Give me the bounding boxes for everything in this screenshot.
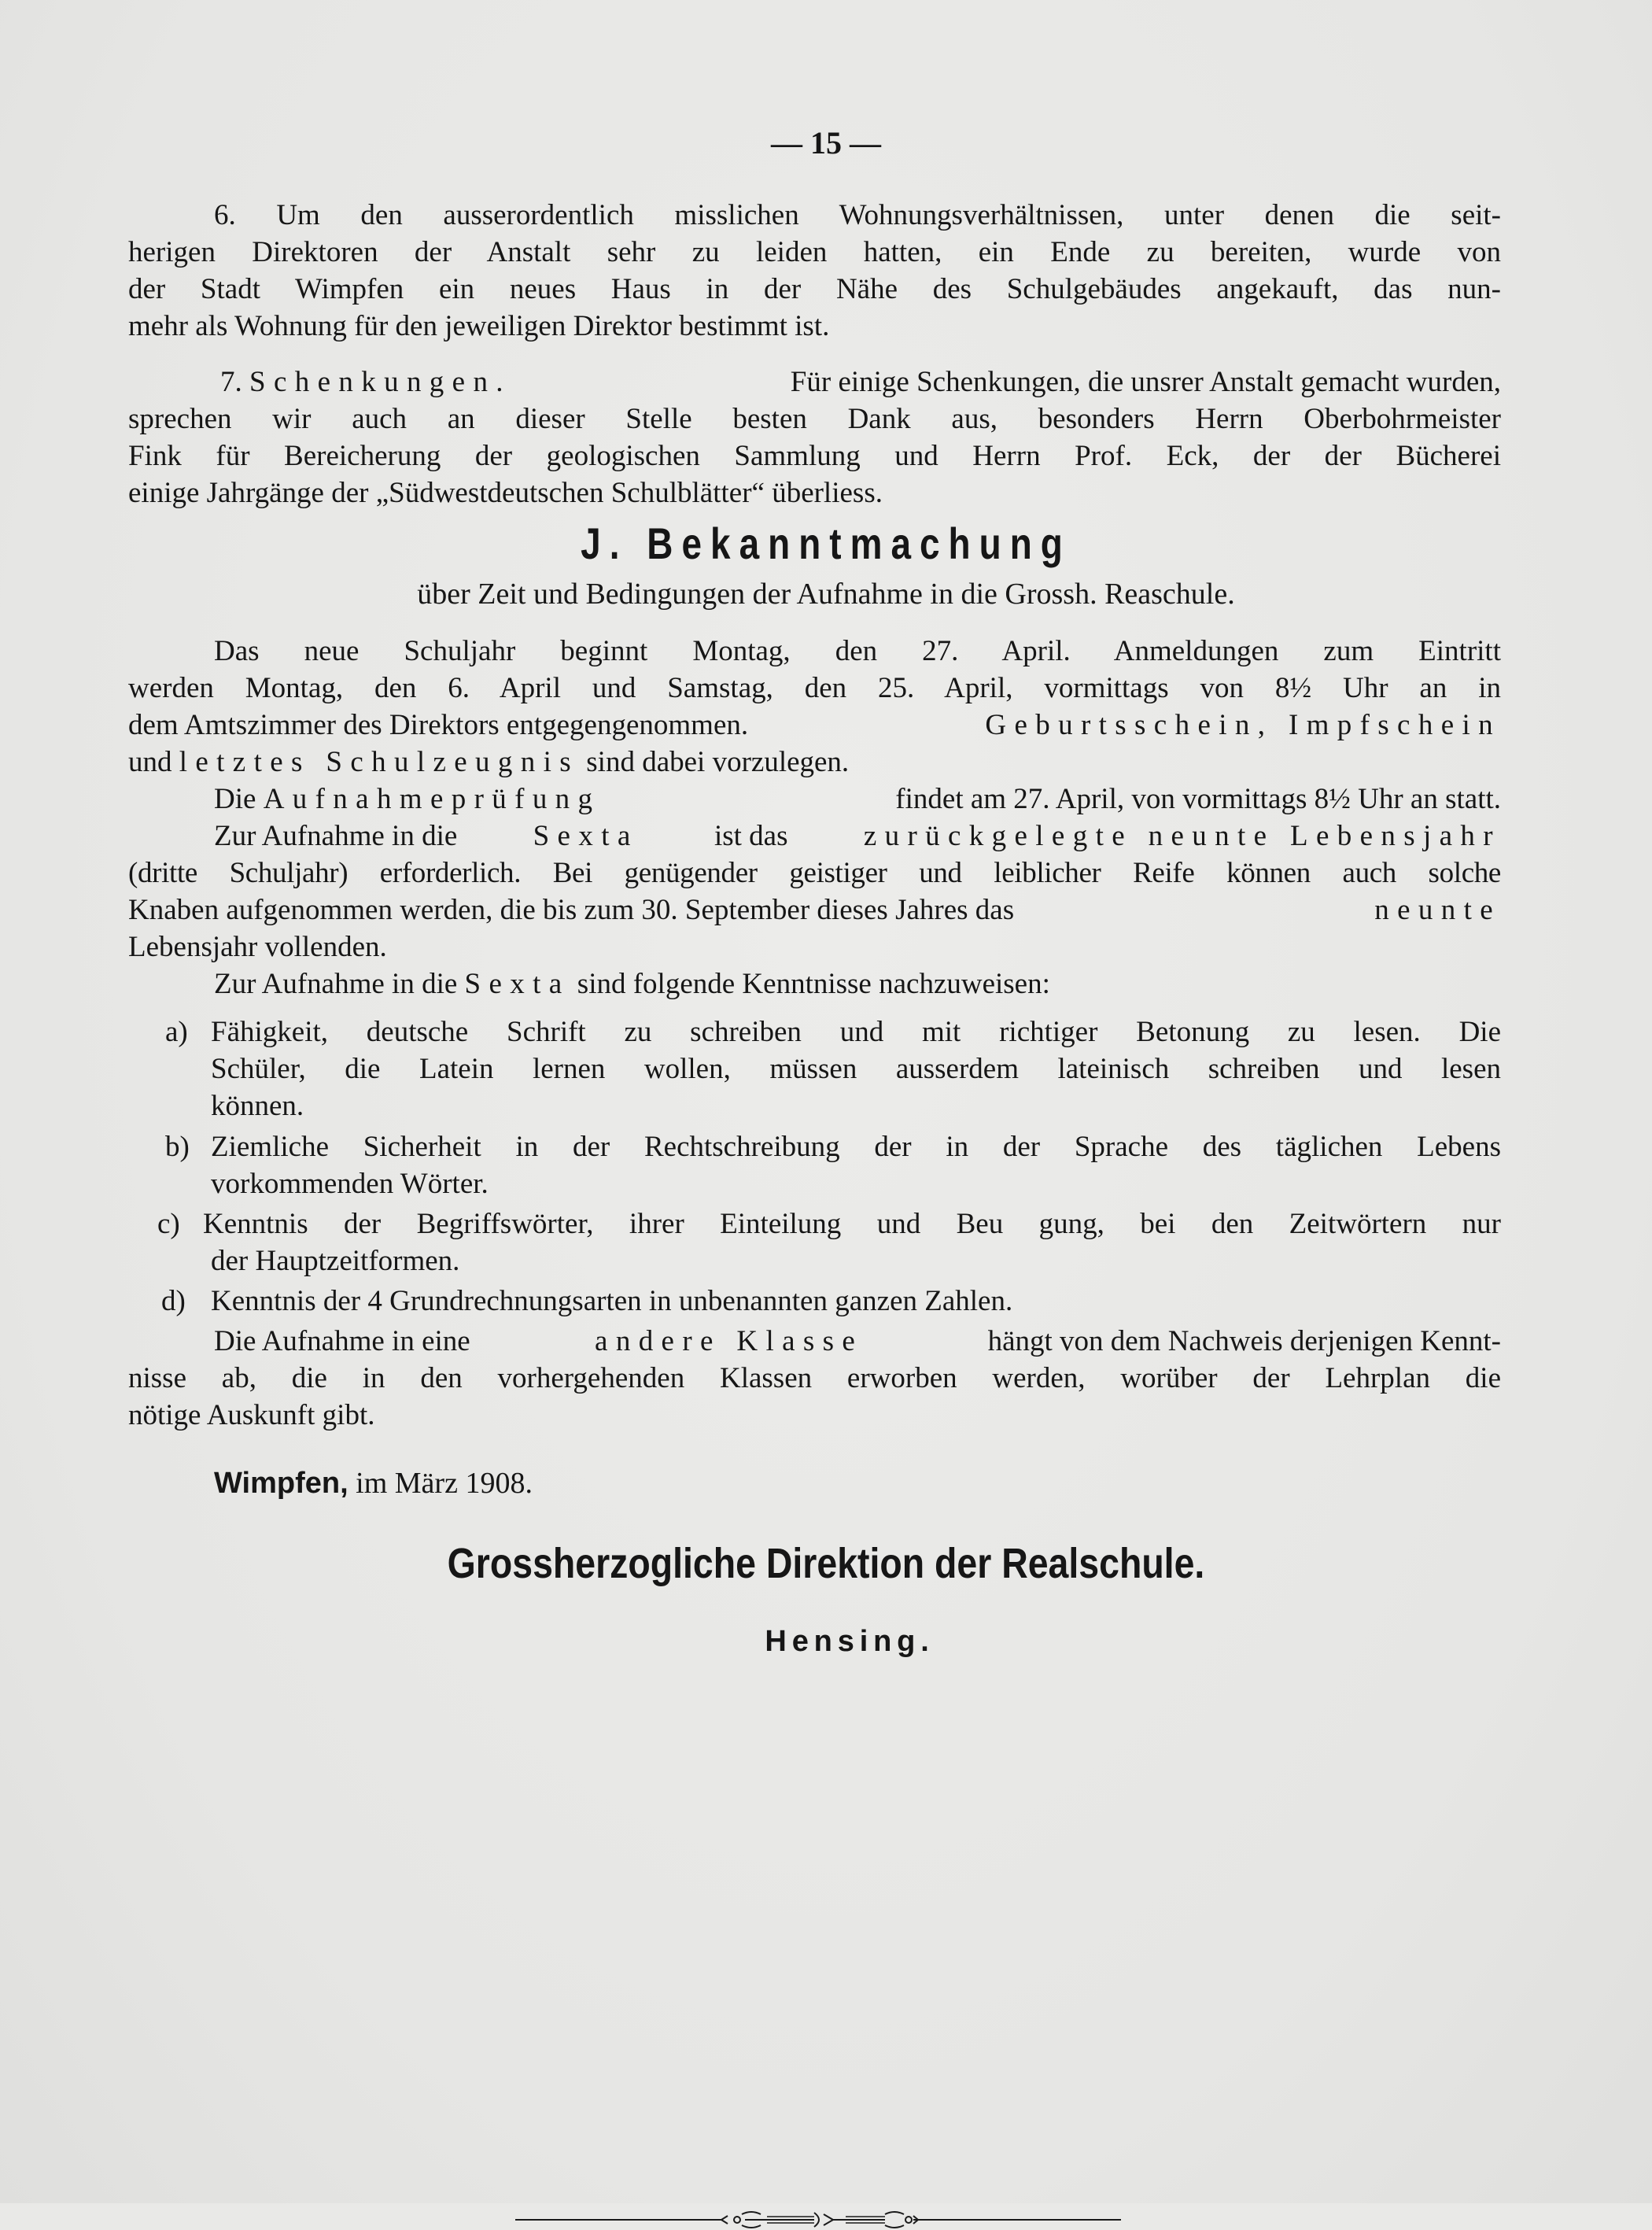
para7-line-4: einige Jahrgänge der „Südwestdeutschen Schulblätter“ überliess. <box>128 477 883 509</box>
para7-title: Schenkungen. <box>249 366 511 398</box>
list-c-line-2: der Hauptzeitformen. <box>211 1245 460 1277</box>
para6-line-1: 6. Um den ausserordentlich misslichen Wohnungsverhältnissen, unter denen die seit- <box>214 199 1501 231</box>
body-line-7: (dritte Schuljahr) erforderlich. Bei genügender geistiger und leiblicher Reife können auch solche <box>128 857 1501 889</box>
list-c-line-1: Kenntnis der Begriffswörter, ihrer Einteilung und Beu gung, bei den Zeitwörtern nur <box>203 1208 1501 1240</box>
body-line-9: Lebensjahr vollenden. <box>128 931 387 963</box>
body-line-3 <box>128 708 1501 743</box>
body-line-4-a: und <box>128 746 172 778</box>
body-line-5-c: findet am 27. April, von vormittags 8½ Uhr an statt. <box>895 783 1501 815</box>
list-d-marker: d) <box>161 1285 186 1317</box>
body-line-5 <box>214 782 1501 817</box>
list-c-marker: c) <box>157 1208 180 1240</box>
section-heading: J. Bekanntmachung <box>581 519 1071 568</box>
para7-line1-rest: Für einige Schenkungen, die unsrer Anstalt gemacht wurden, <box>790 366 1501 398</box>
closing-line-3: nötige Auskunft gibt. <box>128 1399 375 1431</box>
body-line-10-c: sind folgende Kenntnisse nachzuweisen: <box>577 968 1050 1000</box>
body-line-10-sexta: Sexta <box>464 968 570 1000</box>
closing-line-1-spaced: andere Klasse <box>595 1325 864 1357</box>
list-b-marker: b) <box>165 1131 190 1163</box>
body-line-8-spaced: neunte <box>1374 894 1501 926</box>
body-line-1: Das neue Schuljahr beginnt Montag, den 27. April. Anmeldungen zum Eintritt <box>214 635 1501 667</box>
para7-line-1 <box>220 365 1501 400</box>
list-a-line-1: Fähigkeit, deutsche Schrift zu schreiben und mit richtiger Betonung zu lesen. Die <box>211 1016 1501 1048</box>
body-line-3-spaced: Geburtsschein, Impfschein <box>985 709 1501 741</box>
body-line-10 <box>214 967 1050 1002</box>
list-b-line-1: Ziemliche Sicherheit in der Rechtschreibung der in der Sprache des täglichen Lebens <box>211 1131 1501 1163</box>
body-line-5-a: Die <box>214 783 256 815</box>
body-line-10-a: Zur Aufnahme in die <box>214 968 458 1000</box>
closing-line-1-a: Die Aufnahme in eine <box>214 1325 470 1357</box>
body-line-2: werden Montag, den 6. April und Samstag, den 25. April, vormittags von 8½ Uhr an in <box>128 672 1501 704</box>
body-line-6-c: ist das <box>714 820 788 852</box>
body-line-4-spaced: letztes Schulzeugnis <box>179 746 580 778</box>
list-b-line-2: vorkommenden Wörter. <box>211 1168 489 1200</box>
para7-number: 7. <box>220 366 242 398</box>
body-line-3-text: dem Amtszimmer des Direktors entgegengenommen. <box>128 709 749 741</box>
signature-place-date <box>214 1465 533 1501</box>
body-line-6-a: Zur Aufnahme in die <box>214 820 458 852</box>
body-line-6 <box>214 819 1501 854</box>
list-d-line-1: Kenntnis der 4 Grundrechnungsarten in unbenannten ganzen Zahlen. <box>211 1285 1013 1317</box>
closing-line-2: nisse ab, die in den vorhergehenden Klassen erworben werden, worüber der Lehrplan die <box>128 1362 1501 1394</box>
body-line-8 <box>128 893 1501 928</box>
body-line-6-sexta: Sexta <box>533 820 639 852</box>
body-line-8-a: Knaben aufgenommen werden, die bis zum 30. September dieses Jahres das <box>128 894 1015 926</box>
list-a-line-3: können. <box>211 1090 304 1122</box>
closing-line-1 <box>214 1324 1501 1359</box>
list-a-line-2: Schüler, die Latein lernen wollen, müssen ausserdem lateinisch schreiben und lesen <box>211 1053 1501 1085</box>
list-a-marker: a) <box>165 1016 188 1048</box>
body-line-4 <box>128 745 849 780</box>
para6-line-3: der Stadt Wimpfen ein neues Haus in der Nähe des Schulgebäudes angekauft, das nun- <box>128 273 1501 305</box>
signature-place: Wimpfen, <box>214 1467 348 1500</box>
ornament-divider <box>515 2210 1121 2230</box>
para7-line-3: Fink für Bereicherung der geologischen Sammlung und Herrn Prof. Eck, der der Bücherei <box>128 440 1501 472</box>
section-subheading: über Zeit und Bedingungen der Aufnahme in die Grossh. Reaschule. <box>417 578 1235 611</box>
body-line-6-spaced: zurückgelegte neunte Lebensjahr <box>863 820 1501 852</box>
signature-organization: Grossherzogliche Direktion der Realschule. <box>447 1540 1205 1587</box>
para7-line-2: sprechen wir auch an dieser Stelle besten Dank aus, besonders Herrn Oberbohrmeister <box>128 403 1501 435</box>
signature-name: Hensing. <box>765 1625 935 1658</box>
signature-date: im März 1908. <box>356 1467 533 1500</box>
para6-line-2: herigen Direktoren der Anstalt sehr zu leiden hatten, ein Ende zu bereiten, wurde von <box>128 236 1501 268</box>
closing-line-1-c: hängt von dem Nachweis derjenigen Kennt- <box>987 1325 1501 1357</box>
page-number: — 15 — <box>771 125 881 161</box>
body-line-5-spaced: Aufnahmeprüfung <box>263 783 601 815</box>
body-line-4-c: sind dabei vorzulegen. <box>586 746 850 778</box>
para6-line-4: mehr als Wohnung für den jeweiligen Direktor bestimmt ist. <box>128 310 830 342</box>
